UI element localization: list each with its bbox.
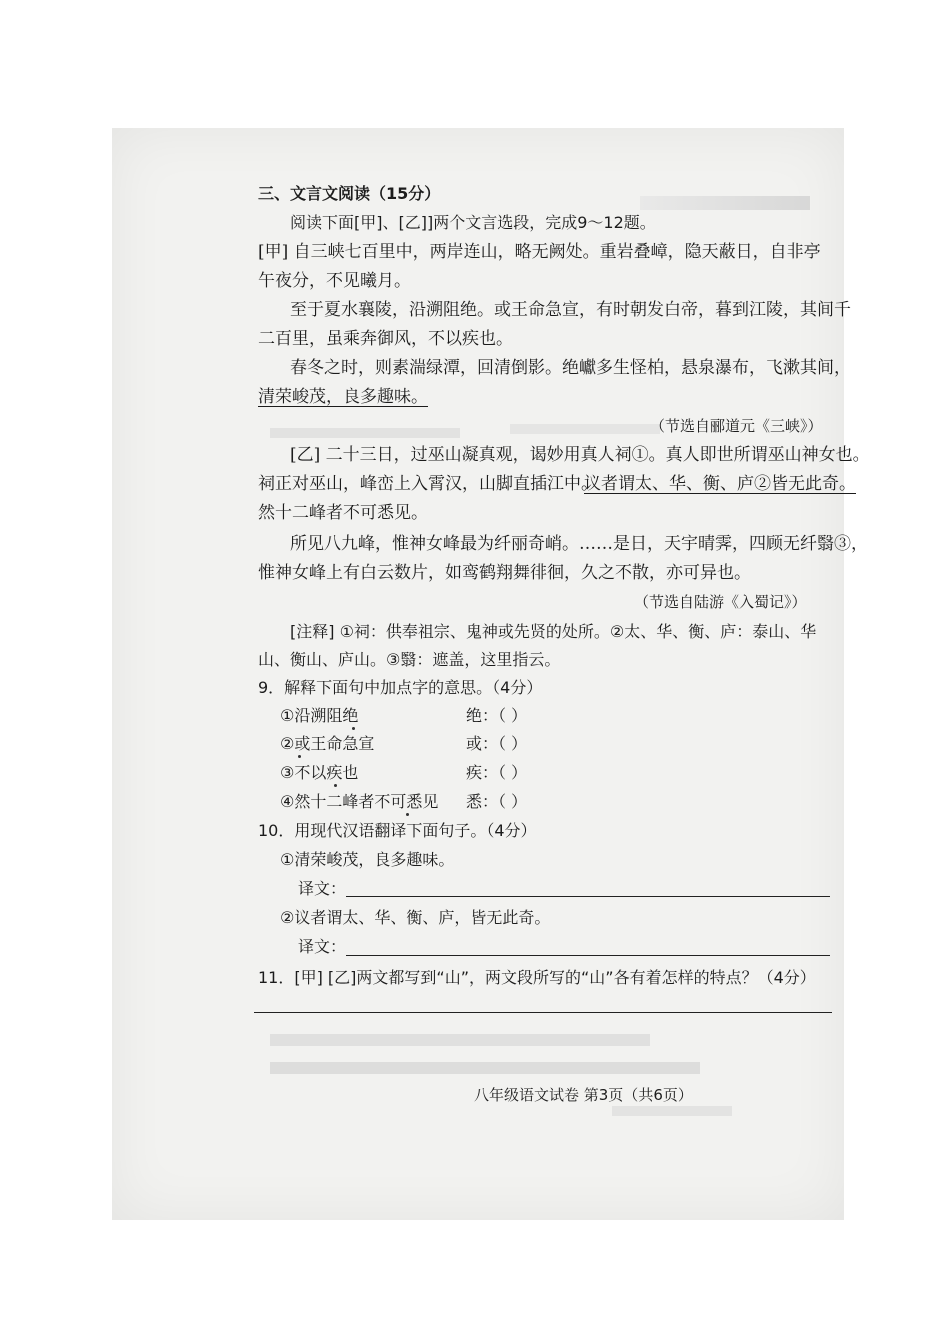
bleed-through-mark xyxy=(270,1034,650,1046)
q10-sentence-2: ②议者谓太、华、衡、庐，皆无此奇。 xyxy=(280,908,551,927)
annotation-line-1: [注释] ①祠：供奉祖宗、鬼神或先贤的处所。②太、华、衡、庐：泰山、华 xyxy=(290,622,817,641)
scanned-page xyxy=(112,128,844,1220)
q10-answer-line-2[interactable] xyxy=(346,955,830,956)
q9-item-1-phrase: ①沿溯阻绝 xyxy=(280,706,359,725)
yi-paragraph-1-line-2b: 议者谓太、华、衡、庐②皆无此奇。 xyxy=(584,474,856,494)
bleed-through-mark xyxy=(612,1106,732,1116)
q9-item-2-phrase: ②或王命急宣 xyxy=(280,734,375,753)
emphasis-dot xyxy=(298,755,301,758)
q11-answer-line-1[interactable] xyxy=(254,1012,832,1013)
annotation-line-2: 山、衡山、庐山。③翳：遮盖，这里指云。 xyxy=(258,650,561,669)
jia-paragraph-3-line-2: 清荣峻茂，良多趣味。 xyxy=(258,387,428,407)
emphasis-dot xyxy=(406,813,409,816)
question-11-stem: 11．[甲] [乙]两文都写到“山”，两文段所写的“山”各有着怎样的特点？（4分） xyxy=(258,968,816,987)
yi-paragraph-1-line-3: 然十二峰者不可悉见。 xyxy=(258,503,428,523)
question-9-stem: 9．解释下面句中加点字的意思。（4分） xyxy=(258,678,543,697)
bleed-through-mark xyxy=(270,428,460,438)
section-intro: 阅读下面[甲]、[乙]]两个文言选段，完成9～12题。 xyxy=(290,213,656,232)
yi-paragraph-1-line-2a: 祠正对巫山，峰峦上入霄汉，山脚直插江中。 xyxy=(258,474,598,494)
question-10-stem: 10．用现代汉语翻译下面句子。（4分） xyxy=(258,821,537,840)
jia-paragraph-1-line-1: [甲] 自三峡七百里中，两岸连山，略无阙处。重岩叠嶂，隐天蔽日，自非亭 xyxy=(258,242,821,262)
q10-answer-line-1[interactable] xyxy=(346,896,830,897)
yi-source: （节选自陆游《入蜀记》） xyxy=(634,593,807,611)
section-title: 三、文言文阅读（15分） xyxy=(258,184,441,203)
q9-item-1-answer[interactable]: 绝：（ ） xyxy=(466,706,528,725)
q10-translation-label-1: 译文： xyxy=(298,879,347,898)
jia-source: （节选自郦道元《三峡》） xyxy=(650,417,823,435)
q10-translation-label-2: 译文： xyxy=(298,937,347,956)
yi-paragraph-2-line-2: 惟神女峰上有白云数片，如鸾鹤翔舞徘徊，久之不散，亦可异也。 xyxy=(258,563,751,583)
emphasis-dot xyxy=(334,784,337,787)
jia-paragraph-2-line-1: 至于夏水襄陵，沿溯阻绝。或王命急宣，有时朝发白帝，暮到江陵，其间千 xyxy=(290,300,851,320)
emphasis-dot xyxy=(352,727,355,730)
q9-item-4-answer[interactable]: 悉：（ ） xyxy=(466,792,528,811)
yi-paragraph-1-line-1: [乙] 二十三日，过巫山凝真观，谒妙用真人祠①。真人即世所谓巫山神女也。 xyxy=(290,445,870,465)
bleed-through-mark xyxy=(510,424,660,434)
jia-paragraph-1-line-2: 午夜分，不见曦月。 xyxy=(258,271,411,291)
q9-item-3-phrase: ③不以疾也 xyxy=(280,763,359,782)
q9-item-2-answer[interactable]: 或：（ ） xyxy=(466,734,528,753)
q10-sentence-1: ①清荣峻茂，良多趣味。 xyxy=(280,850,455,869)
page-footer: 八年级语文试卷 第3页（共6页） xyxy=(474,1086,693,1104)
q9-item-4-phrase: ④然十二峰者不可悉见 xyxy=(280,792,439,811)
bleed-through-mark xyxy=(640,196,810,210)
q9-item-3-answer[interactable]: 疾：（ ） xyxy=(466,763,528,782)
yi-paragraph-2-line-1: 所见八九峰，惟神女峰最为纤丽奇峭。……是日，天宇晴霁，四顾无纤翳③， xyxy=(290,534,868,554)
jia-paragraph-2-line-2: 二百里，虽乘奔御风，不以疾也。 xyxy=(258,329,513,349)
jia-paragraph-3-line-1: 春冬之时，则素湍绿潭，回清倒影。绝巘多生怪柏，悬泉瀑布，飞漱其间， xyxy=(290,358,851,378)
bleed-through-mark xyxy=(270,1062,700,1074)
